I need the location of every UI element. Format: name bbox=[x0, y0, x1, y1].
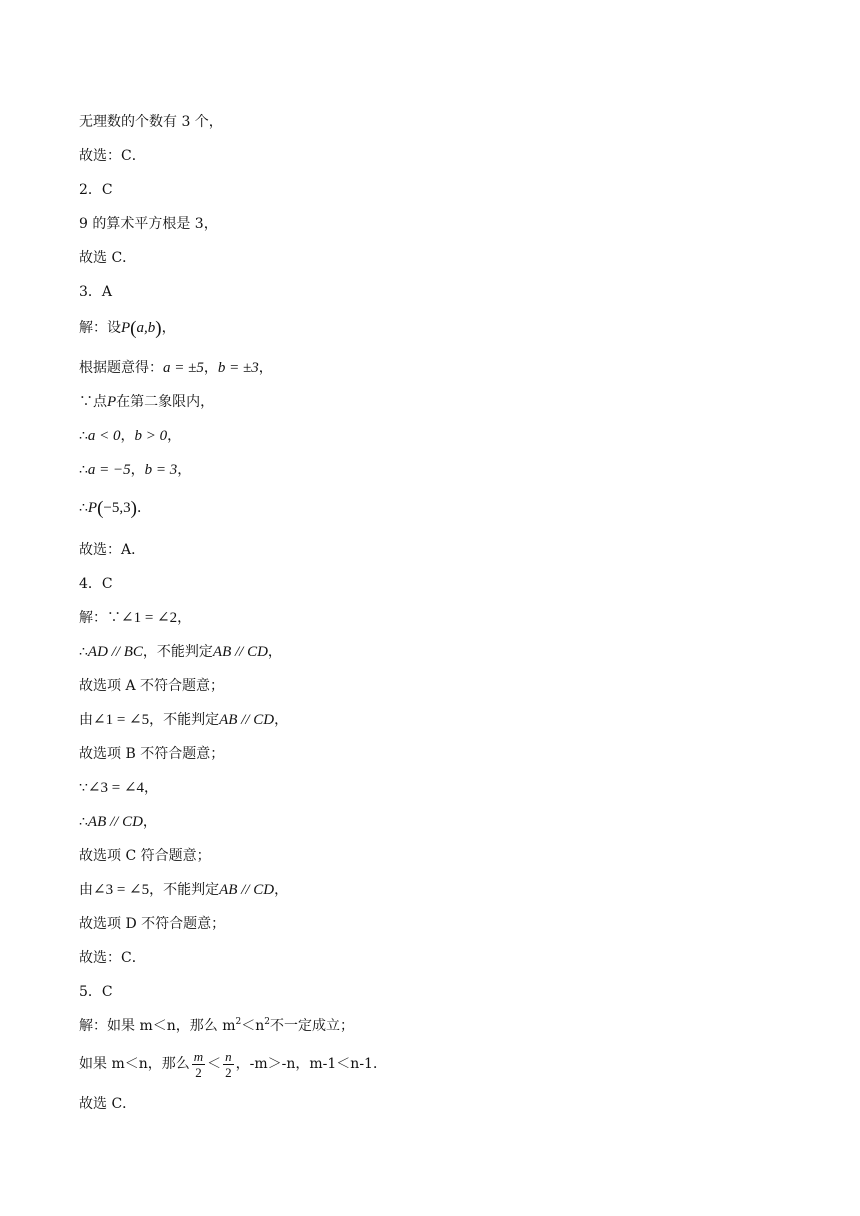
math-expression: b = ±3 bbox=[217, 360, 259, 376]
text: 由 bbox=[79, 882, 93, 898]
text-line bbox=[79, 914, 225, 934]
text-line bbox=[79, 846, 211, 866]
paren: ( bbox=[97, 498, 104, 519]
question-number bbox=[79, 982, 113, 1002]
fraction bbox=[223, 1049, 234, 1080]
text: 故选：C． bbox=[79, 950, 146, 966]
text: 在第二象限内， bbox=[116, 394, 215, 410]
text-line bbox=[79, 318, 176, 339]
text-line bbox=[79, 642, 282, 662]
text-line bbox=[79, 744, 224, 764]
text: 4．C bbox=[79, 576, 113, 592]
paren: ) bbox=[130, 498, 137, 519]
text: 根据题意得： bbox=[79, 360, 163, 376]
text-line bbox=[79, 676, 224, 696]
math-expression: b = 3 bbox=[144, 462, 178, 478]
text: ，-m＞-n，m-1＜n-1． bbox=[235, 1056, 387, 1072]
math-expression: a = −5 bbox=[87, 462, 131, 478]
text: 由 bbox=[79, 712, 93, 728]
text-line bbox=[79, 460, 191, 480]
text-line bbox=[79, 540, 145, 560]
text: ∴ bbox=[79, 500, 88, 516]
math-expression: ∠1 = ∠2 bbox=[121, 610, 178, 626]
text: 故选：A． bbox=[79, 542, 146, 558]
text: ∴ bbox=[79, 462, 88, 478]
math-expression: P bbox=[87, 500, 98, 516]
text-line bbox=[79, 1016, 354, 1036]
math-expression: AD // BC bbox=[87, 644, 143, 660]
text: 5．C bbox=[79, 984, 113, 1000]
text: 2．C bbox=[79, 182, 113, 198]
math-expression: AB // CD bbox=[87, 814, 143, 830]
text: ， bbox=[274, 882, 289, 898]
text-line bbox=[79, 778, 158, 798]
math-expression: ∠1 = ∠5 bbox=[93, 712, 150, 728]
paren: ( bbox=[130, 318, 137, 339]
math-expression: AB // CD bbox=[219, 712, 275, 728]
text: 9 的算术平方根是 3， bbox=[79, 216, 218, 232]
text: 故选 C． bbox=[79, 250, 137, 266]
text: ， bbox=[267, 644, 282, 660]
text: 故选项 A 不符合题意； bbox=[79, 678, 225, 694]
text-line bbox=[79, 112, 223, 132]
text: ∴ bbox=[79, 428, 88, 444]
text: 不一定成立； bbox=[269, 1018, 354, 1034]
fraction-numerator: n bbox=[225, 1048, 232, 1064]
text-line bbox=[79, 426, 181, 446]
fraction bbox=[192, 1049, 205, 1080]
text: 故选项 D 不符合题意； bbox=[79, 916, 226, 932]
text: ，不能判定 bbox=[149, 712, 220, 728]
text-line bbox=[79, 948, 146, 968]
math-expression: a = ±5 bbox=[163, 360, 204, 376]
question-number bbox=[79, 180, 113, 200]
text-line bbox=[79, 392, 214, 412]
text: 故选项 C 符合题意； bbox=[79, 848, 211, 864]
text: ∵点 bbox=[79, 394, 107, 410]
text: 无理数的个数有 3 个， bbox=[79, 114, 223, 130]
text: 解：设 bbox=[79, 320, 121, 336]
math-expression: a,b bbox=[136, 320, 156, 336]
text: ， bbox=[142, 814, 157, 830]
text: ， bbox=[130, 462, 145, 478]
text: ，不能判定 bbox=[142, 644, 213, 660]
text: 如果 m＜n，那么 bbox=[79, 1056, 190, 1072]
text: ， bbox=[177, 462, 192, 478]
math-expression: −5,3 bbox=[103, 500, 131, 516]
text: ， bbox=[258, 360, 273, 376]
superscript: 2 bbox=[264, 1017, 270, 1027]
text-line bbox=[79, 880, 288, 900]
fraction-denominator: 2 bbox=[225, 1064, 232, 1080]
text-line bbox=[79, 498, 151, 519]
text: 解：∵ bbox=[79, 610, 121, 626]
text: ． bbox=[136, 500, 151, 516]
text: ＜n bbox=[241, 1018, 265, 1034]
text: 故选项 B 不符合题意； bbox=[79, 746, 225, 762]
math-expression: AB // CD bbox=[212, 644, 268, 660]
math-expression: a < 0 bbox=[87, 428, 121, 444]
text: ， bbox=[120, 428, 135, 444]
math-expression: P bbox=[107, 394, 117, 410]
text-line bbox=[79, 248, 136, 268]
text: 故选：C． bbox=[79, 148, 146, 164]
math-expression: ∠3 = ∠4 bbox=[87, 780, 145, 796]
text: ， bbox=[167, 428, 182, 444]
text-line bbox=[79, 710, 288, 730]
question-number bbox=[79, 574, 113, 594]
text-line bbox=[79, 214, 218, 234]
text: ， bbox=[274, 712, 289, 728]
math-expression: ∠3 = ∠5 bbox=[93, 882, 150, 898]
text: ∴ bbox=[79, 814, 88, 830]
text: ∵ bbox=[79, 780, 88, 796]
text-line bbox=[79, 1046, 387, 1082]
math-expression: P bbox=[121, 320, 131, 336]
text: ，不能判定 bbox=[149, 882, 220, 898]
text-line bbox=[79, 812, 157, 832]
text: ， bbox=[144, 780, 159, 796]
text-line bbox=[79, 358, 273, 378]
text-line bbox=[79, 608, 191, 628]
math-expression: AB // CD bbox=[219, 882, 275, 898]
fraction-numerator: m bbox=[193, 1048, 204, 1064]
text-line bbox=[79, 1094, 136, 1114]
text: ， bbox=[177, 610, 192, 626]
fraction-denominator: 2 bbox=[195, 1064, 202, 1080]
text-line bbox=[79, 146, 146, 166]
text: ∴ bbox=[79, 644, 88, 660]
text: 故选 C． bbox=[79, 1096, 137, 1112]
text: 3．A bbox=[79, 284, 113, 300]
text: ， bbox=[161, 320, 176, 336]
text: ， bbox=[203, 360, 218, 376]
math-expression: b > 0 bbox=[134, 428, 168, 444]
text: ＜ bbox=[207, 1056, 222, 1072]
superscript: 2 bbox=[235, 1017, 242, 1027]
paren: ) bbox=[155, 318, 162, 339]
text: 解：如果 m＜n，那么 m bbox=[79, 1018, 236, 1034]
question-number bbox=[79, 282, 112, 302]
